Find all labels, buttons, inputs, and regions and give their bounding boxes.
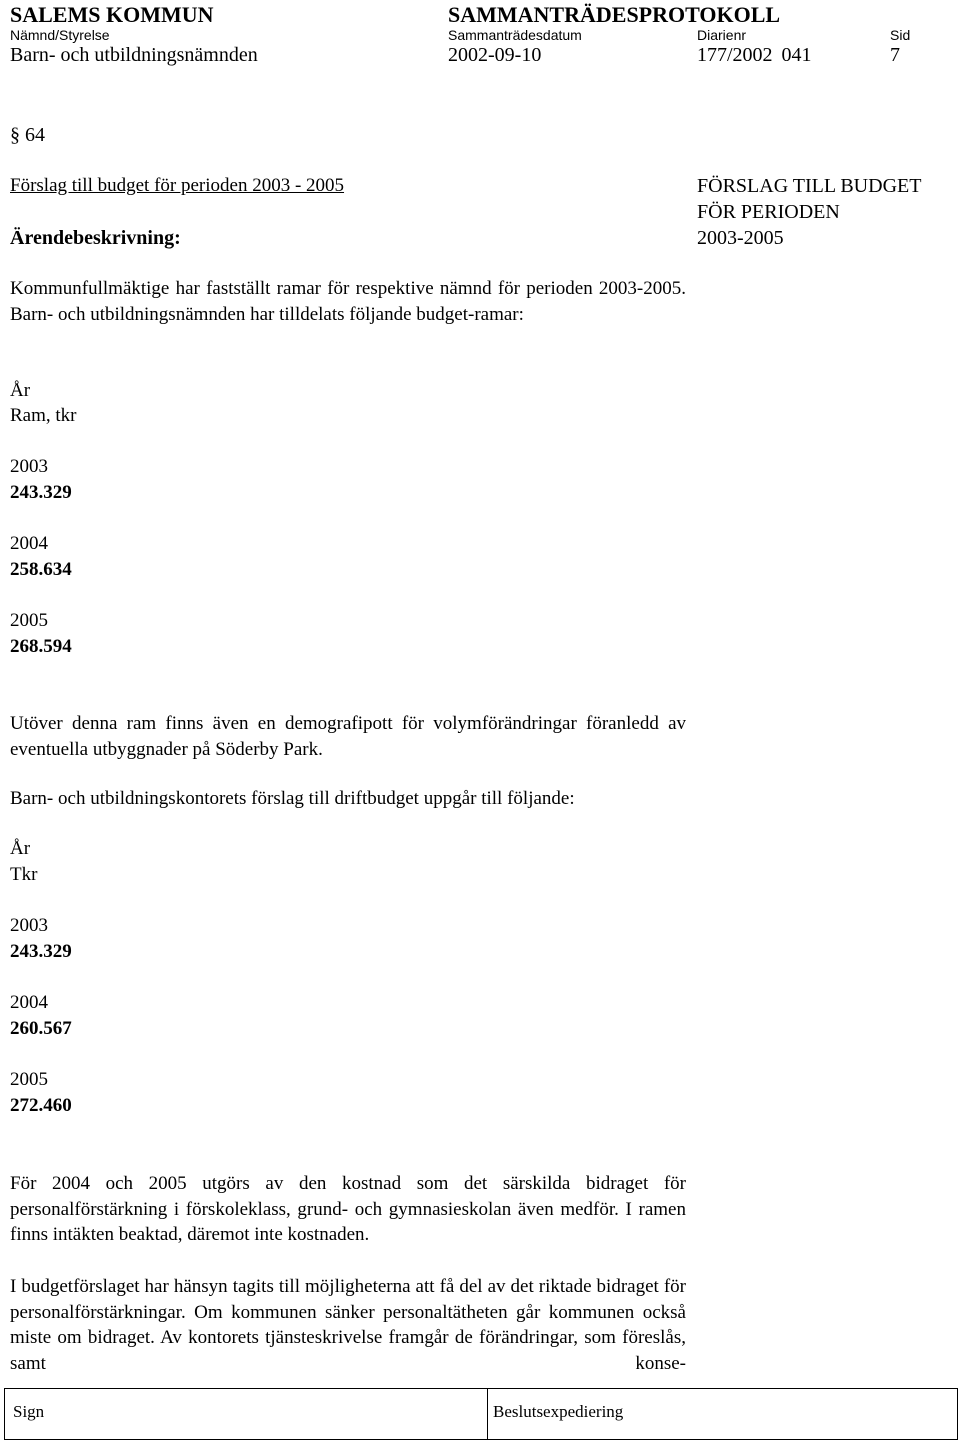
sign-label: Sign: [13, 1402, 45, 1421]
table2-value: 272.460: [10, 1095, 72, 1116]
side-note-line-2: FÖR PERIODEN: [697, 201, 840, 223]
table2-value: 260.567: [10, 1018, 72, 1039]
table1-value: 268.594: [10, 636, 72, 657]
hansyn-paragraph: I budgetförslaget har hänsyn tagits till möjligheterna att få del av det riktade bidraget för personalförstärkningar. Om kommunen sänker personaltätheten går kommunen också miste om bidraget. Av kontorets tjänsteskrivelse framgår de förändringar, som föreslås, samt konse-: [10, 1276, 686, 1374]
bidrag-paragraph: För 2004 och 2005 utgörs av den kostnad som det särskilda bidraget för personalförstärkning i förskoleklass, grund- och gymnasieskolan även medför. I ramen finns intäkten beaktad, däremot inte kostnaden.: [10, 1173, 686, 1245]
table2-value-header: Tkr: [10, 864, 38, 885]
intro-paragraph: Kommunfullmäktige har fastställt ramar för respektive nämnd för perioden 2003-2005. Barn- och utbildningsnämnden har tilldelats följande budget-ramar:: [10, 278, 686, 325]
table1-year-header: År: [10, 380, 31, 401]
demografi-paragraph: Utöver denna ram finns även en demografipott för volymförändringar föranledd av eventuella utbyggnader på Söderby Park.: [10, 713, 686, 760]
table1-year: 2003: [10, 456, 48, 477]
table1-value: 243.329: [10, 482, 72, 503]
section-heading: Ärendebeskrivning:: [10, 227, 181, 249]
footer-divider: [487, 1389, 488, 1439]
footer-signature-box: [4, 1388, 958, 1440]
section-number: § 64: [10, 124, 45, 146]
table2-year-header: År: [10, 838, 31, 859]
meeting-date: 2002-09-10: [448, 44, 542, 66]
subject-title: Förslag till budget för perioden 2003 - 2005: [10, 175, 345, 196]
side-note-line-3: 2003-2005: [697, 227, 784, 249]
table1-year: 2005: [10, 610, 48, 631]
board-label: Nämnd/Styrelse: [10, 27, 110, 43]
document-type: SAMMANTRÄDESPROTOKOLL: [448, 2, 781, 27]
table2-year: 2003: [10, 915, 48, 936]
page-label: Sid: [890, 27, 911, 43]
table2-value: 243.329: [10, 941, 72, 962]
reg-number-label: Diarienr: [697, 27, 747, 43]
table2-year: 2005: [10, 1069, 48, 1090]
table2-year: 2004: [10, 992, 48, 1013]
date-label: Sammanträdesdatum: [448, 27, 582, 43]
board-name: Barn- och utbildningsnämnden: [10, 44, 258, 66]
table1-value-header: Ram, tkr: [10, 405, 77, 426]
table1-value: 258.634: [10, 559, 72, 580]
municipality-name: SALEMS KOMMUN: [10, 2, 214, 27]
table1-year: 2004: [10, 533, 48, 554]
proposal-sentence: Barn- och utbildningskontorets förslag till driftbudget uppgår till följande:: [10, 788, 575, 809]
page-number: 7: [890, 44, 900, 66]
expedition-label: Beslutsexpediering: [493, 1402, 624, 1421]
reg-number: 177/2002 041: [697, 44, 812, 66]
side-note-line-1: FÖRSLAG TILL BUDGET: [697, 175, 922, 197]
